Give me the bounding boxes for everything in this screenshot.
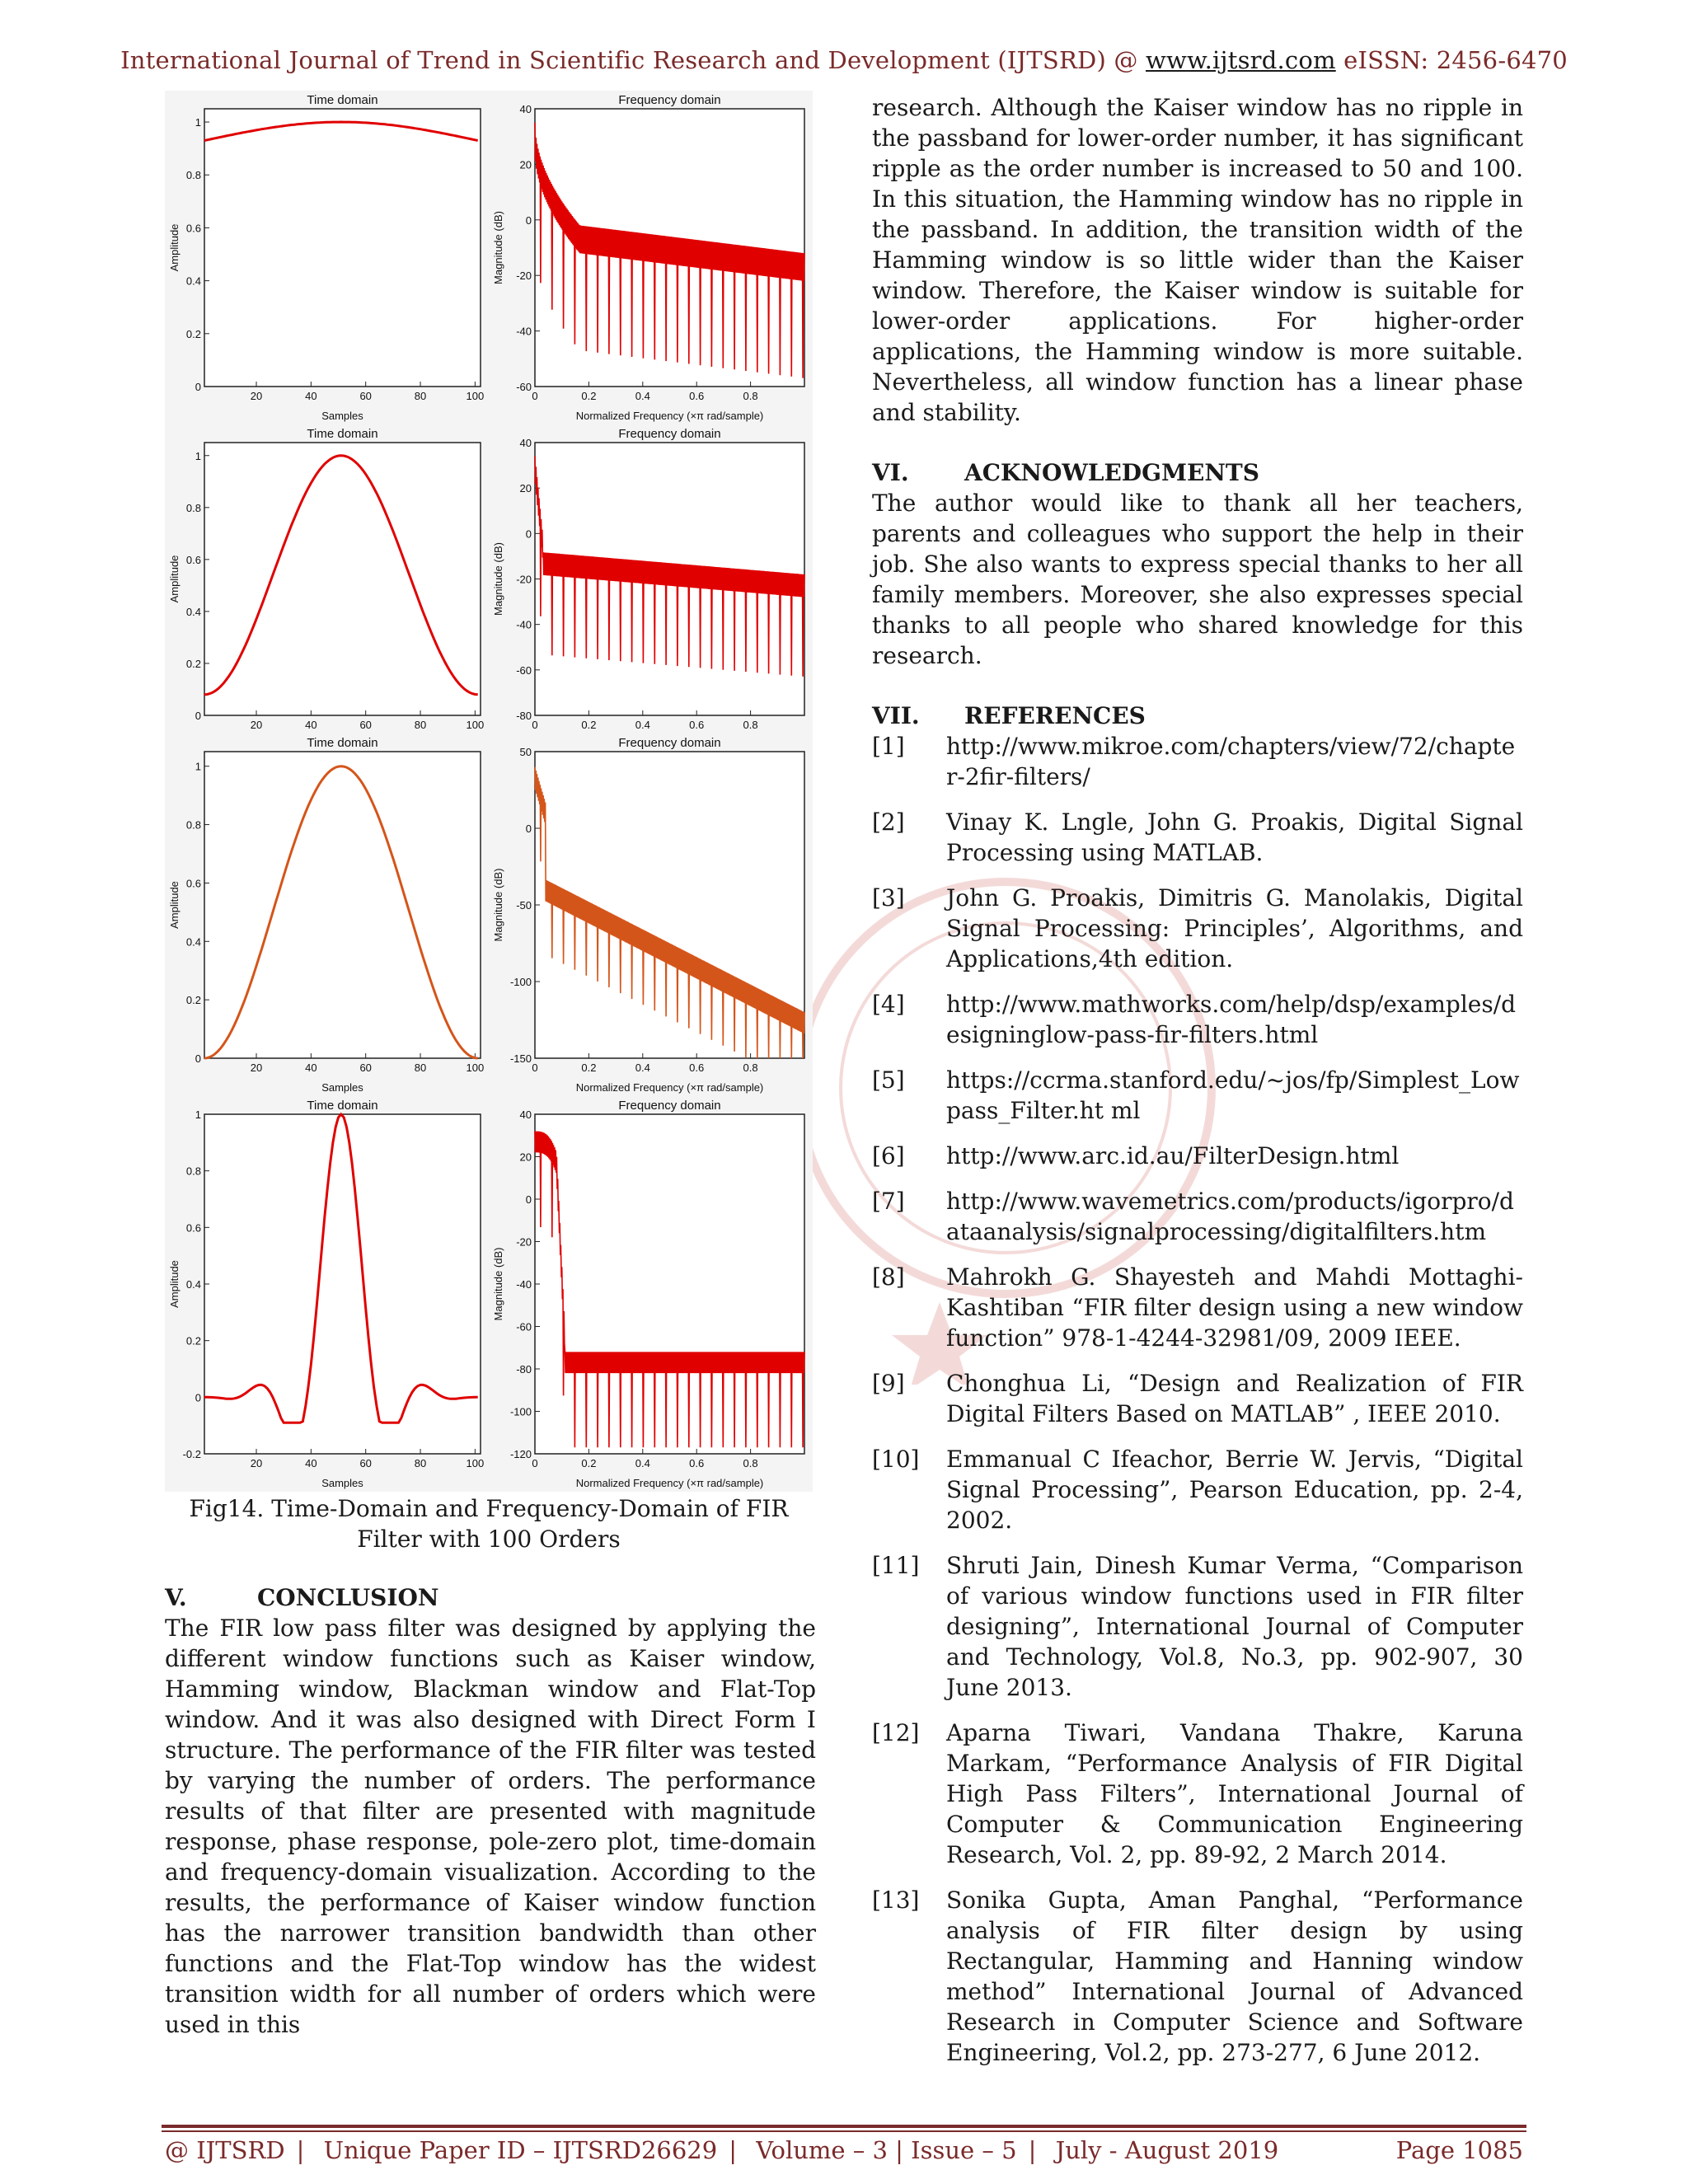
chart-svg (165, 91, 489, 424)
y-tick-label: 20 (519, 482, 532, 495)
reference-text: John G. Proakis, Dimitris G. Manolakis, Digital Signal Processing: Principles’, Algorithms, and Applications,4th edition. (946, 884, 1523, 972)
y-tick-label: 40 (519, 437, 532, 449)
y-tick-label: 40 (519, 103, 532, 115)
footer-paper-id: Unique Paper ID – IJTSRD26629 (323, 2136, 718, 2164)
reference-item (872, 1444, 1523, 1535)
reference-item (872, 1718, 1523, 1870)
y-tick-label: -40 (516, 1278, 532, 1291)
frequency-domain-plot-2 (489, 424, 813, 733)
y-tick-label: -120 (509, 1448, 532, 1460)
footer-site: @ IJTSRD (165, 2136, 285, 2164)
time-domain-plot-3 (165, 733, 489, 1096)
x-tick-label: 0.2 (581, 1062, 597, 1074)
running-header (0, 46, 1688, 74)
y-tick-label: -80 (516, 1363, 532, 1376)
section-number: VI. (872, 459, 909, 486)
x-tick-label: 0.8 (743, 390, 758, 402)
plot-area (204, 752, 481, 1058)
frequency-domain-plot-1 (489, 91, 813, 424)
reference-item (872, 807, 1523, 868)
y-tick-label: 40 (519, 1108, 532, 1121)
y-tick-label: 1 (195, 449, 201, 462)
x-tick-label: 100 (466, 390, 485, 402)
y-tick-label: 1 (195, 760, 201, 773)
right-column (872, 92, 1523, 2083)
x-tick-label: 0.6 (689, 1062, 705, 1074)
y-tick-label: 0.2 (185, 994, 201, 1007)
footer-page-number: Page 1085 (1395, 2136, 1523, 2164)
reference-text: Mahrokh G. Shayesteh and Mahdi Mottaghi-Kashtiban “FIR filter design using a new window function” 978-1-4244-32981/09, 2009 IEEE. (946, 1263, 1523, 1352)
x-tick-label: 0.4 (635, 1457, 650, 1469)
x-tick-label: 0.2 (581, 390, 597, 402)
reference-number: [10] (872, 1446, 920, 1473)
reference-number: [4] (872, 991, 905, 1018)
reference-number: [1] (872, 733, 905, 760)
reference-item (872, 1065, 1523, 1126)
reference-item (872, 883, 1523, 974)
y-tick-label: -60 (516, 663, 532, 677)
chart-svg (489, 1096, 813, 1492)
chart-svg (489, 91, 813, 424)
y-tick-label: 0 (525, 213, 532, 227)
chart-title: Time domain (307, 93, 378, 107)
time-domain-plot-1 (165, 91, 489, 424)
reference-item (872, 1141, 1523, 1171)
x-axis-label: Normalized Frequency (×π rad/sample) (575, 410, 764, 422)
x-tick-label: 0 (532, 1457, 538, 1469)
y-tick-label: 0.2 (185, 657, 201, 670)
y-tick-label: 0 (195, 710, 201, 722)
reference-text[interactable]: http://www.mikroe.com/chapters/view/72/chapter-2fir-filters/ (946, 733, 1516, 790)
y-tick-label: 0.4 (185, 605, 201, 618)
reference-text[interactable]: https://ccrma.stanford.edu/~jos/fp/Simplest_Lowpass_Filter.ht ml (946, 1066, 1520, 1124)
figure-fig14 (165, 91, 813, 1492)
plot-area (204, 109, 481, 387)
x-tick-label: 60 (359, 390, 372, 402)
x-tick-label: 100 (466, 719, 485, 731)
plot-area (204, 1114, 481, 1454)
x-axis-label: Samples (321, 410, 363, 422)
running-footer: @ IJTSRD | Unique Paper ID – IJTSRD26629 | Volume – 3 | Issue – 5 | July - August 2019 Page 1085 (165, 2136, 1523, 2164)
x-tick-label: 0.4 (635, 719, 650, 731)
journal-name: International Journal of Trend in Scientific Research and Development (IJTSRD) @ (120, 46, 1138, 74)
y-tick-label: 0.4 (185, 935, 201, 949)
y-axis-label: Magnitude (dB) (492, 211, 504, 284)
chart-title: Time domain (307, 427, 378, 441)
chart-svg (489, 733, 813, 1096)
left-column (165, 1582, 816, 2040)
reference-number: [5] (872, 1066, 905, 1094)
x-tick-label: 20 (250, 1457, 263, 1469)
x-tick-label: 0 (532, 390, 538, 402)
x-tick-label: 100 (466, 1062, 485, 1074)
chart-title: Time domain (307, 1099, 378, 1113)
section-heading-references (872, 701, 1523, 731)
x-tick-label: 0.8 (743, 1062, 758, 1074)
journal-issn: eISSN: 2456-6470 (1343, 46, 1568, 74)
y-axis-label: Amplitude (168, 881, 181, 929)
reference-item (872, 989, 1523, 1050)
reference-item (872, 1186, 1523, 1247)
footer-volume: Volume – 3 | Issue – 5 (756, 2136, 1017, 2164)
x-tick-label: 0.4 (635, 390, 650, 402)
x-axis-label: Samples (321, 1477, 363, 1489)
y-tick-label: 0.8 (185, 818, 201, 832)
y-axis-label: Magnitude (dB) (492, 542, 504, 616)
reference-item (872, 731, 1523, 792)
time-domain-plot-4 (165, 1096, 489, 1492)
y-tick-label: 0 (525, 527, 532, 541)
x-tick-label: 0.6 (689, 719, 705, 731)
y-tick-label: 0 (195, 1052, 201, 1065)
x-tick-label: 40 (305, 1457, 317, 1469)
reference-text: Aparna Tiwari, Vandana Thakre, Karuna Markam, “Performance Analysis of FIR Digital High Pass Filters”, International Journal of Computer & Communication Engineering Research, Vol. 2, pp. 89-92, 2 March 2014. (946, 1719, 1523, 1868)
section-number: V. (165, 1584, 187, 1611)
continued-paragraph: research. Although the Kaiser window has no ripple in the passband for lower-order number, it has significant ripple as the order number is increased to 50 and 100. In this situation, the Hamming window has no ripple in the passband. In addition, the transition width of the Hamming window is so little wider than the Kaiser window. Therefore, the Kaiser window is suitable for lower-order applications. For higher-order applications, the Hamming window is more suitable. Nevertheless, all window function has a linear phase and stability. (872, 94, 1523, 426)
section-number: VII. (872, 702, 920, 729)
reference-number: [8] (872, 1263, 905, 1291)
figure-caption: Fig14. Time-Domain and Frequency-Domain of FIR Filter with 100 Orders (189, 1495, 789, 1553)
y-tick-label: -20 (516, 269, 532, 283)
chart-svg (489, 424, 813, 733)
y-tick-label: -0.2 (182, 1448, 201, 1460)
y-axis-label: Amplitude (168, 1260, 181, 1308)
x-tick-label: 60 (359, 1457, 372, 1469)
section-title: REFERENCES (964, 702, 1146, 729)
y-tick-label: 0.8 (185, 1165, 201, 1178)
y-axis-label: Amplitude (168, 223, 181, 272)
frequency-domain-plot-3 (489, 733, 813, 1096)
x-tick-label: 20 (250, 390, 263, 402)
y-tick-label: -20 (516, 1235, 532, 1249)
x-tick-label: 0.6 (689, 1457, 705, 1469)
time-domain-plot-2 (165, 424, 489, 733)
chart-title: Frequency domain (618, 1099, 721, 1113)
y-tick-label: 20 (519, 1151, 532, 1164)
reference-number: [13] (872, 1886, 920, 1914)
chart-svg (165, 424, 489, 733)
section-heading-acknowledgments (872, 457, 1523, 488)
y-tick-label: 0 (195, 381, 201, 393)
reference-text: Vinay K. Lngle, John G. Proakis, Digital Signal Processing using MATLAB. (946, 808, 1523, 866)
y-tick-label: -20 (516, 573, 532, 586)
section-heading-conclusion (165, 1582, 816, 1613)
x-tick-label: 80 (414, 390, 427, 402)
x-tick-label: 60 (359, 719, 372, 731)
x-axis-label: Samples (321, 1081, 363, 1094)
y-tick-label: 0.6 (185, 553, 201, 566)
x-tick-label: 80 (414, 719, 427, 731)
y-tick-label: -60 (516, 381, 532, 393)
x-tick-label: 0.8 (743, 1457, 758, 1469)
y-tick-label: -60 (516, 1320, 532, 1333)
plot-area (204, 443, 481, 715)
x-tick-label: 40 (305, 1062, 317, 1074)
y-tick-label: 1 (195, 116, 201, 129)
x-tick-label: 0.8 (743, 719, 758, 731)
reference-text[interactable]: http://www.mathworks.com/help/dsp/examples/designinglow-pass-fir-filters.html (946, 991, 1517, 1048)
acknowledgments-paragraph: The author would like to thank all her teachers, parents and colleagues who support the help in their job. She also wants to express special thanks to her all family members. Moreover, she also expresses special thanks to all people who shared knowledge for this research. (872, 490, 1523, 669)
frequency-domain-plot-4 (489, 1096, 813, 1492)
chart-svg (165, 733, 489, 1096)
chart-svg (165, 1096, 489, 1492)
x-tick-label: 80 (414, 1062, 427, 1074)
y-tick-label: -150 (509, 1052, 532, 1065)
x-tick-label: 20 (250, 1062, 263, 1074)
y-tick-label: 0 (525, 1193, 532, 1206)
chart-title: Time domain (307, 736, 378, 750)
reference-item (872, 1885, 1523, 2068)
x-tick-label: 80 (414, 1457, 427, 1469)
journal-url[interactable]: www.ijtsrd.com (1146, 46, 1336, 74)
y-tick-label: 0.6 (185, 877, 201, 890)
reference-text: Sonika Gupta, Aman Panghal, “Performance analysis of FIR filter design by using Rectangular, Hamming and Hanning window method” International Journal of Advanced Research in Computer Science and Software Engineering, Vol.2, pp. 273-277, 6 June 2012. (946, 1886, 1523, 2066)
reference-number: [3] (872, 884, 905, 912)
y-tick-label: -50 (516, 899, 532, 912)
section-title: ACKNOWLEDGMENTS (964, 459, 1259, 486)
x-axis-label: Normalized Frequency (×π rad/sample) (575, 1477, 764, 1489)
y-axis-label: Magnitude (dB) (492, 1247, 504, 1321)
reference-number: [7] (872, 1188, 905, 1215)
reference-number: [12] (872, 1719, 920, 1746)
x-tick-label: 0.2 (581, 1457, 597, 1469)
y-tick-label: 50 (519, 746, 532, 758)
footer-rule (162, 2125, 1526, 2132)
chart-title: Frequency domain (618, 736, 721, 750)
reference-list (872, 731, 1523, 2068)
x-axis-label: Normalized Frequency (×π rad/sample) (575, 1081, 764, 1094)
reference-item (872, 1368, 1523, 1429)
y-tick-label: 0.6 (185, 222, 201, 235)
reference-item (872, 1550, 1523, 1703)
y-tick-label: 0.6 (185, 1221, 201, 1235)
y-axis-label: Magnitude (dB) (492, 868, 504, 942)
reference-number: [11] (872, 1552, 920, 1579)
reference-text: Chonghua Li, “Design and Realization of FIR Digital Filters Based on MATLAB” , IEEE 2010. (946, 1370, 1523, 1427)
reference-text[interactable]: http://www.wavemetrics.com/products/igorpro/dataanalysis/signalprocessing/digitalfilters.htm (946, 1188, 1514, 1245)
y-tick-label: 0 (525, 823, 532, 835)
reference-text: Shruti Jain, Dinesh Kumar Verma, “Comparison of various window functions used in FIR filter designing”, International Journal of Computer and Technology, Vol.8, No.3, pp. 902-907, 30 June 2013. (946, 1552, 1523, 1701)
conclusion-paragraph: The FIR low pass filter was designed by applying the different window functions such as Kaiser window, Hamming window, Blackman window and Flat-Top window. And it was also designed with Direct Form I structure. The performance of the FIR filter was tested by varying the number of orders. The performance results of that filter are presented with magnitude response, phase response, pole-zero plot, time-domain and frequency-domain visualization. According to the results, the performance of Kaiser window function has the narrower transition bandwidth than other functions and the Flat-Top window has the widest transition width for all number of orders which were used in this (165, 1615, 816, 2038)
x-tick-label: 60 (359, 1062, 372, 1074)
reference-text[interactable]: http://www.arc.id.au/FilterDesign.html (946, 1142, 1400, 1169)
y-tick-label: 0.2 (185, 1334, 201, 1347)
x-tick-label: 0.2 (581, 719, 597, 731)
y-tick-label: 1 (195, 1108, 201, 1121)
chart-title: Frequency domain (618, 427, 721, 441)
y-tick-label: 0.2 (185, 327, 201, 340)
y-tick-label: 20 (519, 158, 532, 171)
reference-number: [6] (872, 1142, 905, 1169)
reference-item (872, 1262, 1523, 1353)
reference-number: [2] (872, 808, 905, 836)
x-tick-label: 0.4 (635, 1062, 650, 1074)
chart-title: Frequency domain (618, 93, 721, 107)
y-tick-label: 0.4 (185, 274, 201, 288)
x-tick-label: 0 (532, 1062, 538, 1074)
y-tick-label: -40 (516, 618, 532, 631)
x-tick-label: 0.6 (689, 390, 705, 402)
x-tick-label: 40 (305, 719, 317, 731)
reference-text: Emmanual C Ifeachor, Berrie W. Jervis, “Digital Signal Processing”, Pearson Education, pp. 2-4, 2002. (946, 1446, 1523, 1534)
y-tick-label: -40 (516, 325, 532, 338)
y-axis-label: Amplitude (168, 555, 181, 603)
reference-number: [9] (872, 1370, 905, 1397)
y-tick-label: 0 (195, 1391, 201, 1404)
x-tick-label: 0 (532, 719, 538, 731)
y-tick-label: 0.8 (185, 169, 201, 182)
y-tick-label: 0.4 (185, 1278, 201, 1291)
x-tick-label: 20 (250, 719, 263, 731)
x-tick-label: 100 (466, 1457, 485, 1469)
footer-date: July - August 2019 (1055, 2136, 1279, 2164)
y-tick-label: -80 (516, 710, 532, 722)
section-title: CONCLUSION (257, 1584, 439, 1611)
y-tick-label: 0.8 (185, 501, 201, 514)
x-tick-label: 40 (305, 390, 317, 402)
y-tick-label: -100 (509, 1405, 532, 1418)
y-tick-label: -100 (509, 976, 532, 988)
